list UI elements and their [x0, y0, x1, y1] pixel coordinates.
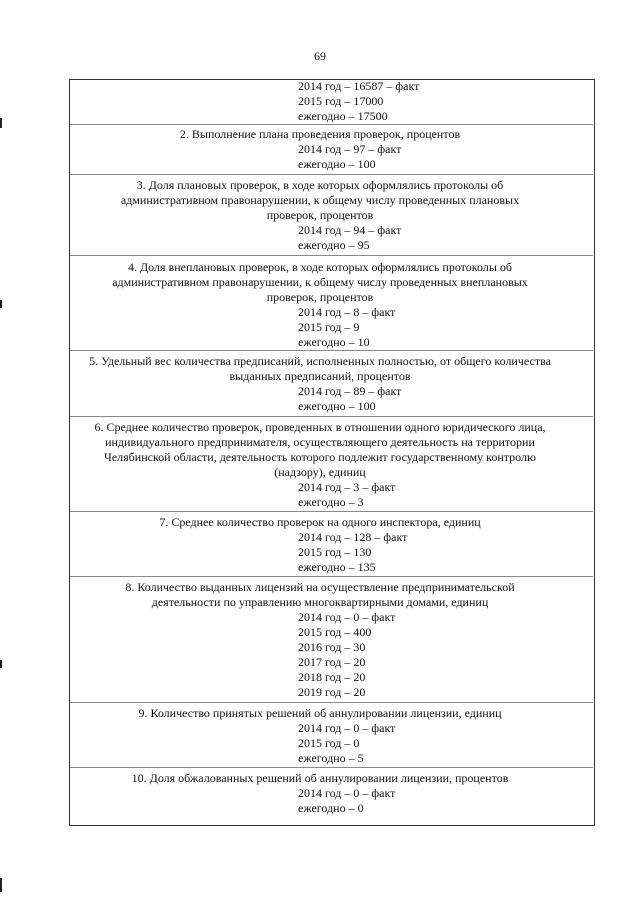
indicator-title-line: 10. Доля обжалованных решений об аннулировании лицензии, процентов — [131, 771, 509, 785]
indicator-item-3 — [0, 178, 640, 253]
value-line: ежегодно – 100 — [298, 157, 376, 171]
value-line: 2019 год – 20 — [298, 685, 366, 699]
indicator-item-7 — [0, 515, 640, 575]
section-divider — [70, 767, 593, 768]
indicator-title-line: проверок, процентов — [266, 290, 374, 304]
indicator-item-5 — [0, 354, 640, 414]
value-line: ежегодно – 100 — [298, 399, 376, 413]
value-line: 2014 год – 0 – факт — [298, 721, 396, 735]
value-line: 2015 год – 9 — [298, 320, 360, 334]
section-divider — [70, 174, 593, 175]
section-divider — [70, 350, 593, 351]
section-divider — [70, 576, 593, 577]
value-line: 2017 год – 20 — [298, 655, 366, 669]
value-line: 2014 год – 0 – факт — [298, 610, 396, 624]
indicator-item-2 — [0, 127, 640, 172]
value-line: 2014 год – 128 – факт — [298, 530, 408, 544]
indicator-item-10 — [0, 771, 640, 816]
value-line: ежегодно – 10 — [298, 335, 370, 349]
value-line: ежегодно – 0 — [298, 801, 364, 815]
value-line: 2018 год – 20 — [298, 670, 366, 684]
indicator-title-line: 2. Выполнение плана проведения проверок, процентов — [179, 127, 461, 141]
indicator-title-line: административном правонарушении, к общему числу проведенных внеплановых — [112, 275, 528, 289]
indicator-title-line: 4. Доля внеплановых проверок, в ходе которых оформлялись протоколы об — [128, 260, 512, 274]
value-line: 2016 год – 30 — [298, 640, 366, 654]
section-divider — [70, 416, 593, 417]
top-values-block — [0, 79, 640, 124]
indicator-title-line: проверок, процентов — [266, 208, 374, 222]
value-line: ежегодно – 95 — [298, 238, 370, 252]
indicator-title-line: 3. Доля плановых проверок, в ходе которых оформлялись протоколы об — [136, 178, 504, 192]
section-divider — [70, 511, 593, 512]
value-line: 2015 год – 17000 — [298, 94, 384, 108]
indicator-item-9 — [0, 706, 640, 766]
value-line: ежегодно – 5 — [298, 751, 364, 765]
indicator-title-line: административном правонарушении, к общему числу проведенных плановых — [120, 193, 520, 207]
indicator-title-line: 8. Количество выданных лицензий на осуществление предпринимательской — [125, 580, 515, 594]
indicator-title-line: 7. Среднее количество проверок на одного инспектора, единиц — [159, 515, 481, 529]
value-line: 2014 год – 16587 – факт — [298, 79, 420, 93]
value-line: ежегодно – 135 — [298, 560, 376, 574]
value-line: ежегодно – 17500 — [298, 109, 388, 123]
section-divider — [70, 702, 593, 703]
page-number: 69 — [314, 49, 326, 63]
indicator-item-6 — [0, 420, 640, 510]
indicator-title-line: выданных предписаний, процентов — [229, 369, 411, 383]
value-line: 2014 год – 3 – факт — [298, 480, 396, 494]
indicator-title-line: 9. Количество принятых решений об аннулировании лицензии, единиц — [138, 706, 502, 720]
value-line: 2015 год – 0 — [298, 736, 360, 750]
section-divider — [70, 124, 593, 125]
value-line: 2014 год – 97 – факт — [298, 142, 402, 156]
scan-margin-mark — [0, 878, 2, 892]
indicator-title-line: 6. Среднее количество проверок, проведенных в отношении одного юридического лица, — [94, 420, 546, 434]
value-line: 2014 год – 89 – факт — [298, 384, 402, 398]
indicator-item-4 — [0, 260, 640, 350]
value-line: 2015 год – 130 — [298, 545, 372, 559]
section-divider — [70, 255, 593, 256]
value-line: 2014 год – 8 – факт — [298, 305, 396, 319]
indicator-title-line: Челябинской области, деятельность которого подлежит государственному контролю — [104, 450, 536, 464]
value-line: 2015 год – 400 — [298, 625, 372, 639]
indicator-item-8 — [0, 580, 640, 700]
value-line: 2014 год – 94 – факт — [298, 223, 402, 237]
indicator-title-line: (надзору), единиц — [274, 465, 366, 479]
indicator-title-line: 5. Удельный вес количества предписаний, исполненных полностью, от общего количества — [89, 354, 551, 368]
indicator-title-line: деятельности по управлению многоквартирными домами, единиц — [151, 595, 489, 609]
indicator-title-line: индивидуального предпринимателя, осуществляющего деятельность на территории — [105, 435, 535, 449]
value-line: ежегодно – 3 — [298, 495, 364, 509]
value-line: 2014 год – 0 – факт — [298, 786, 396, 800]
